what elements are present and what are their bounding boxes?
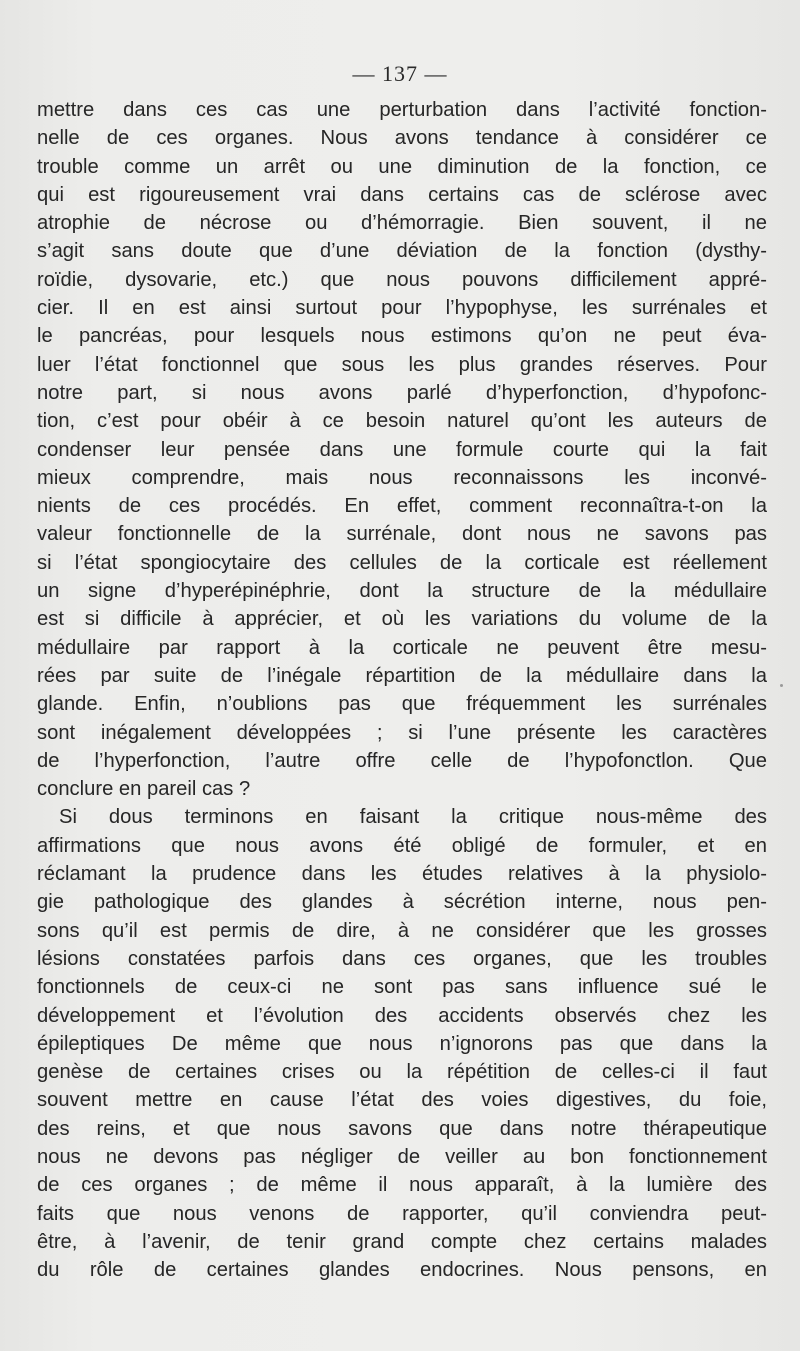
text-line: est si difficile à apprécier, et où les variations du volume de la: [37, 608, 767, 631]
text-line: cier. Il en est ainsi surtout pour l’hypophyse, les surrénales et: [37, 297, 767, 320]
text-line: mieux comprendre, mais nous reconnaissons les inconvé-: [37, 466, 767, 489]
text-line: lésions constatées parfois dans ces organes, que les troubles: [37, 947, 767, 970]
body-text: [37, 96, 767, 1284]
text-line: roïdie, dysovarie, etc.) que nous pouvons difficilement appré-: [37, 268, 767, 291]
text-line: sont inégalement développées ; si l’une présente les caractères: [37, 721, 767, 744]
text-line: de l’hyperfonction, l’autre offre celle de l’hypofonctlon. Que: [37, 749, 767, 772]
text-line: épileptiques De même que nous n’ignorons pas que dans la: [37, 1032, 767, 1055]
text-line: de ces organes ; de même il nous apparaît, à la lumière des: [37, 1174, 767, 1197]
text-line: réclamant la prudence dans les études relatives à la physiolo-: [37, 863, 767, 886]
text-line: des reins, et que nous savons que dans notre thérapeutique: [37, 1117, 767, 1140]
paper-speck: [780, 684, 783, 687]
paragraph-end-line: conclure en pareil cas ?: [37, 778, 251, 801]
text-line: notre part, si nous avons parlé d’hyperfonction, d’hypofonc-: [37, 381, 767, 404]
text-line: genèse de certaines crises ou la répétition de celles-ci il faut: [37, 1061, 767, 1084]
text-line: s’agit sans doute que d’une déviation de la fonction (dysthy-: [37, 240, 767, 263]
text-line: médullaire par rapport à la corticale ne peuvent être mesu-: [37, 636, 767, 659]
text-line: du rôle de certaines glandes endocrines. Nous pensons, en: [37, 1259, 767, 1282]
text-line: atrophie de nécrose ou d’hémorragie. Bien souvent, il ne: [37, 212, 767, 235]
text-line: fonctionnels de ceux-ci ne sont pas sans influence sué le: [37, 976, 767, 999]
paragraph-start-line: Si dous terminons en faisant la critique nous-même des: [59, 806, 767, 829]
text-line: souvent mettre en cause l’état des voies digestives, du foie,: [37, 1089, 767, 1112]
text-line: valeur fonctionnelle de la surrénale, dont nous ne savons pas: [37, 523, 767, 546]
text-line: sons qu’il est permis de dire, à ne considérer que les grosses: [37, 919, 767, 942]
text-line: mettre dans ces cas une perturbation dans l’activité fonction-: [37, 99, 767, 121]
text-line: luer l’état fonctionnel que sous les plus grandes réserves. Pour: [37, 353, 767, 376]
text-line: nelle de ces organes. Nous avons tendance à considérer ce: [37, 127, 767, 150]
text-line: rées par suite de l’inégale répartition de la médullaire dans la: [37, 664, 767, 687]
text-line: qui est rigoureusement vrai dans certains cas de sclérose avec: [37, 183, 767, 206]
text-line: glande. Enfin, n’oublions pas que fréquemment les surrénales: [37, 693, 767, 716]
text-line: un signe d’hyperépinéphrie, dont la structure de la médullaire: [37, 580, 767, 603]
text-line: faits que nous venons de rapporter, qu’il conviendra peut-: [37, 1202, 767, 1225]
text-line: le pancréas, pour lesquels nous estimons qu’on ne peut éva-: [37, 325, 767, 348]
text-line: trouble comme un arrêt ou une diminution de la fonction, ce: [37, 155, 767, 178]
text-line: développement et l’évolution des accidents observés chez les: [37, 1004, 767, 1027]
text-line: gie pathologique des glandes à sécrétion interne, nous pen-: [37, 891, 767, 914]
text-line: tion, c’est pour obéir à ce besoin naturel qu’ont les auteurs de: [37, 410, 767, 433]
text-line: si l’état spongiocytaire des cellules de la corticale est réellement: [37, 551, 767, 574]
text-line: condenser leur pensée dans une formule courte qui la fait: [37, 438, 767, 461]
text-line: nients de ces procédés. En effet, comment reconnaîtra-t-on la: [37, 495, 767, 518]
page-number: — 137 —: [352, 61, 448, 86]
text-line: nous ne devons pas négliger de veiller au bon fonctionnement: [37, 1145, 767, 1168]
text-line: être, à l’avenir, de tenir grand compte chez certains malades: [37, 1230, 767, 1253]
text-line: affirmations que nous avons été obligé de formuler, et en: [37, 834, 767, 857]
